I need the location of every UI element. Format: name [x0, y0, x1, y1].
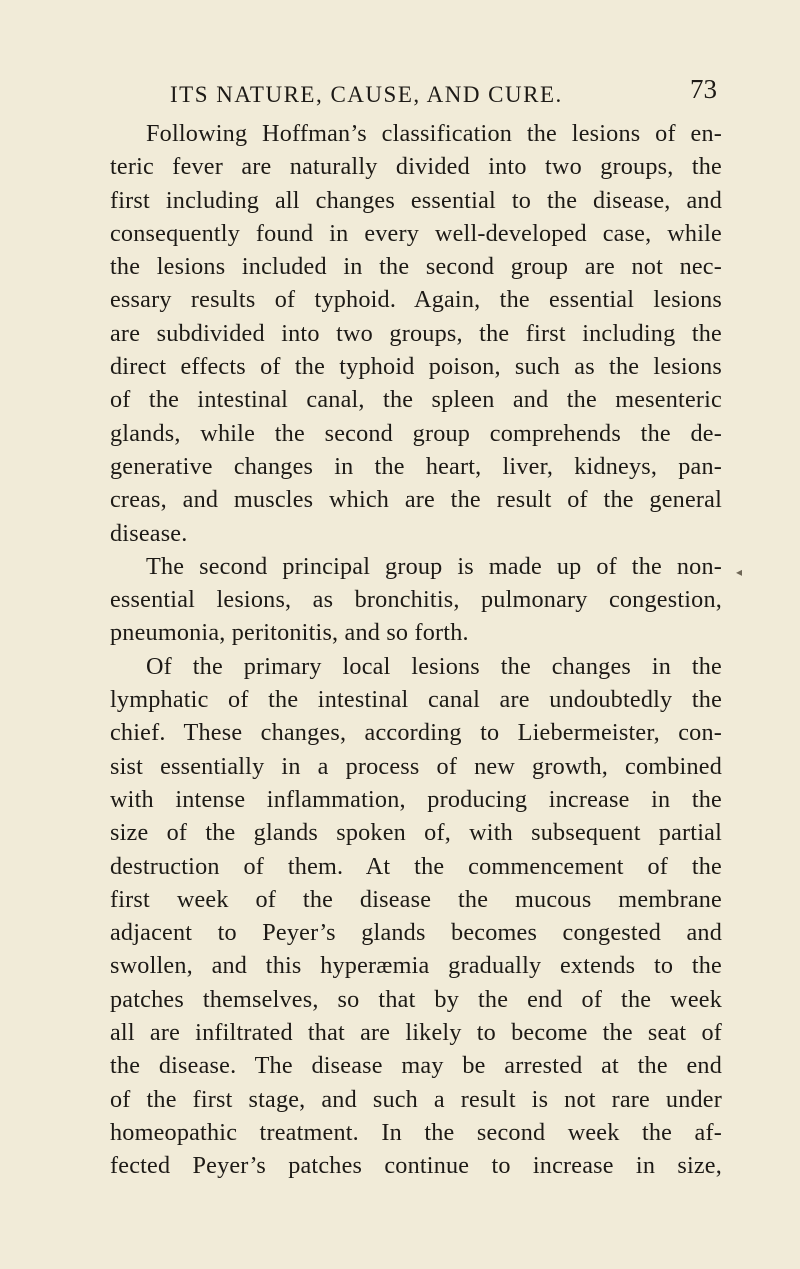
text-line: are subdivided into two groups, the first including the [110, 319, 722, 347]
text-line: chief. These changes, according to Liebermeister, con- [110, 719, 722, 747]
text-line: with intense inflammation, producing increase in the [110, 785, 722, 813]
text-line: homeopathic treatment. In the second week the af- [110, 1118, 722, 1146]
running-header: ITS NATURE, CAUSE, AND CURE. [170, 82, 563, 107]
text-line: Of the primary local lesions the changes in the [146, 652, 722, 680]
page-number: 73 [690, 74, 717, 104]
text-line: all are infiltrated that are likely to become the seat of [110, 1019, 722, 1047]
text-line: of the first stage, and such a result is not rare under [110, 1085, 722, 1113]
text-line: pneumonia, peritonitis, and so forth. [110, 619, 469, 647]
text-line: disease. [110, 519, 188, 547]
text-line: glands, while the second group comprehends the de- [110, 419, 722, 447]
text-line: fected Peyer’s patches continue to increase in size, [110, 1152, 722, 1180]
body-text [110, 117, 722, 1183]
text-line: creas, and muscles which are the result of the general [110, 486, 722, 514]
text-line: lymphatic of the intestinal canal are undoubtedly the [110, 686, 722, 714]
margin-mark: ◂ [736, 565, 743, 579]
text-line: direct effects of the typhoid poison, such as the lesions [110, 353, 722, 381]
text-line: sist essentially in a process of new growth, combined [110, 752, 722, 780]
text-line: first including all changes essential to the disease, and [110, 186, 722, 214]
text-line: size of the glands spoken of, with subsequent partial [110, 819, 722, 847]
text-line: the lesions included in the second group are not nec- [110, 253, 722, 281]
text-line: adjacent to Peyer’s glands becomes congested and [110, 919, 722, 947]
text-line: swollen, and this hyperæmia gradually extends to the [110, 952, 722, 980]
text-line: destruction of them. At the commencement of the [110, 852, 722, 880]
text-line: essary results of typhoid. Again, the essential lesions [110, 286, 722, 314]
text-line: of the intestinal canal, the spleen and the mesenteric [110, 386, 722, 414]
text-line: The second principal group is made up of the non- [146, 552, 722, 580]
text-line: consequently found in every well-developed case, while [110, 219, 722, 247]
text-line: patches themselves, so that by the end of the week [110, 985, 722, 1013]
text-line: essential lesions, as bronchitis, pulmonary congestion, [110, 586, 722, 614]
text-line: generative changes in the heart, liver, kidneys, pan- [110, 452, 722, 480]
text-line: first week of the disease the mucous membrane [110, 885, 722, 913]
text-line: teric fever are naturally divided into two groups, the [110, 153, 722, 181]
text-line: the disease. The disease may be arrested at the end [110, 1052, 722, 1080]
text-line: Following Hoffman’s classification the lesions of en- [146, 120, 722, 147]
